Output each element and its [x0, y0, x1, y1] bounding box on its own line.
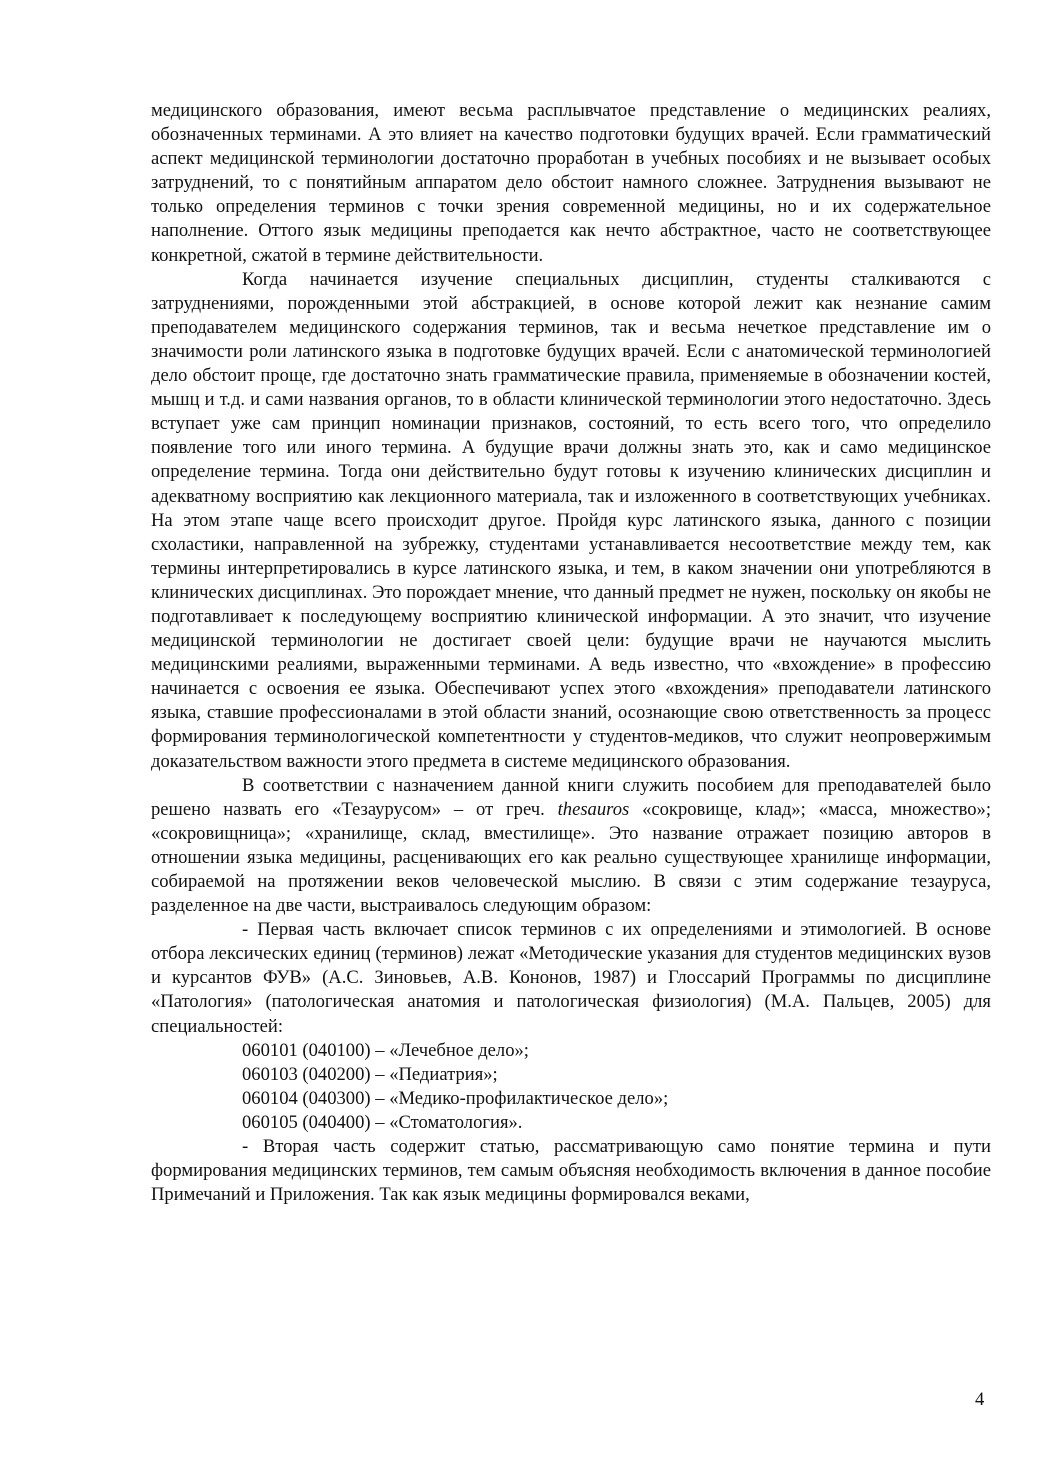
greek-term: thesauros — [557, 798, 630, 820]
paragraph-special-disciplines: Когда начинается изучение специальных дисциплин, студенты сталкиваются с затруднениями, порожденными этой абстракцией, в основе которой лежит как незнание самим преподавателем медицинского содержания терминов, так и весьма нечеткое представление им о значимости роли латинского языка в подготовке будущих врачей. Если с анатомической терминологией дело обстоит проще, где достаточно знать грамматические правила, применяемые в обозначении костей, мышц и т.д. и сами названия органов, то в области клинической терминологии этого недостаточно. Здесь вступает уже сам принцип номинации признаков, состояний, то есть всего того, что определило появление того или иного термина. А будущие врачи должны знать это, как и само медицинское определение термина. Тогда они действительно будут готовы к изучению клинических дисциплин и адекватному восприятию как лекционного материала, так и изложенного в соответствующих учебниках. На этом этапе чаще всего происходит другое. Пройдя курс латинского языка, данного с позиции схоластики, направленной на зубрежку, студентами устанавливается несоответствие между тем, как термины интерпретировались в курсе латинского языка, и тем, в каком значении они употребляются в клинических дисциплинах. Это порождает мнение, что данный предмет не нужен, поскольку он якобы не подготавливает к последующему восприятию клинической информации. А это значит, что изучение медицинской терминологии не достигает своей цели: будущие врачи не научаются мыслить медицинскими реалиями, выраженными терминами. А ведь известно, что «вхождение» в профессию начинается с освоения ее языка. Обеспечивают успех этого «вхождения» преподаватели латинского языка, ставшие профессионалами в этой области знаний, осознающие свою ответственность за процесс формирования терминологической компетентности у студентов-медиков, что служит неопровержимым доказательством важности этого предмета в системе медицинского образования. — [151, 268, 991, 772]
specialty-item: 060104 (040300) – «Медико-профилактическое дело»; — [242, 1087, 669, 1109]
specialty-item: 060101 (040100) – «Лечебное дело»; — [242, 1039, 529, 1061]
paragraph-part-one: - Первая часть включает список терминов с их определениями и этимологией. В основе отбора лексических единиц (терминов) лежат «Методические указания для студентов медицинских вузов и курсантов ФУВ» (А.С. Зиновьев, А.В. Кононов, 1987) и Глоссарий Программы по дисциплине «Патология» (патологическая анатомия и патологическая физиология) (М.А. Пальцев, 2005) для специальностей: — [151, 919, 991, 1037]
page-body — [151, 99, 991, 1207]
paragraph-part-two: - Вторая часть содержит статью, рассматривающую само понятие термина и пути формирования медицинских терминов, тем самым объясняя необходимость включения в данное пособие Примечаний и Приложения. Так как язык медицины формировался веками, — [151, 1136, 991, 1206]
paragraph-thesaurus-name — [151, 774, 991, 919]
page-number: 4 — [975, 1389, 985, 1410]
paragraph-text: В соответствии с назначением данной книги служить пособием для преподавателей было решено назвать его «Тезаурусом» – от греч. — [151, 774, 991, 820]
paragraph-continuation: медицинского образования, имеют весьма расплывчатое представление о медицинских реалиях, обозначенных терминами. А это влияет на качество подготовки будущих врачей. Если грамматический аспект медицинской терминологии достаточно проработан в учебных пособиях и не вызывает особых затруднений, то с понятийным аппаратом дело обстоит намного сложнее. Затруднения вызывают не только определения терминов с точки зрения современной медицины, но и их содержательное наполнение. Оттого язык медицины преподается как нечто абстрактное, часто не соответствующее конкретной, сжатой в термине действительности. — [151, 100, 991, 266]
specialty-item: 060103 (040200) – «Педиатрия»; — [242, 1063, 498, 1085]
specialty-item: 060105 (040400) – «Стоматология». — [242, 1111, 523, 1133]
paragraph-text: «сокровище, клад»; «масса, множество»; «сокровищница»; «хранилище, склад, вместилище». Это название отражает позицию авторов в отношении языка медицины, расценивающих его как реально существующее хранилище информации, собираемой на протяжении веков человеческой мыслию. В связи с этим содержание тезауруса, разделенное на две части, выстраивалось следующим образом: — [151, 798, 991, 917]
